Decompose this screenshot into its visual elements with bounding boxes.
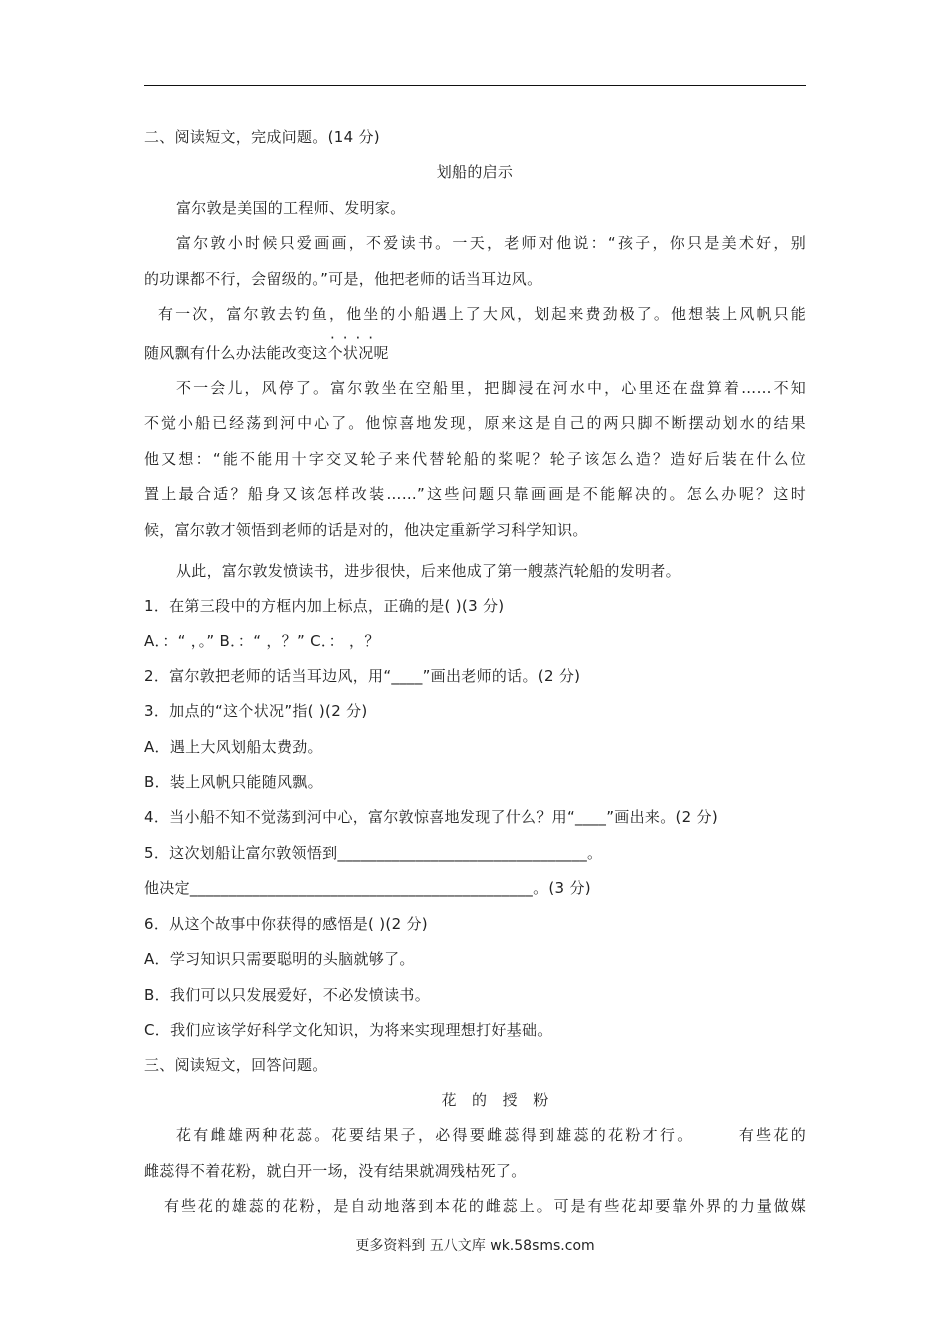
paragraph-line: 不觉小船已经荡到河中心了。他惊喜地发现，原来这是自己的两只脚不断摆动划水的结果	[144, 414, 806, 432]
question-4: 4．当小船不知不觉荡到河中心，富尔敦惊喜地发现了什么？用“____”画出来。(2 分)	[144, 808, 719, 826]
paragraph-line: 候，富尔敦才领悟到老师的话是对的，他决定重新学习科学知识。	[144, 521, 588, 539]
passage-title: 花 的 授 粉	[441, 1091, 549, 1109]
paragraph-line: 富尔敦是美国的工程师、发明家。	[176, 199, 406, 217]
passage-title: 划船的启示	[436, 163, 514, 181]
paragraph-line: 不一会儿，风停了。富尔敦坐在空船里，把脚浸在河水中，心里还在盘算着……不知	[176, 379, 806, 397]
question-6-option-c: C．我们应该学好科学文化知识，为将来实现理想打好基础。	[144, 1021, 553, 1039]
paragraph-line: 从此，富尔敦发愤读书，进步很快，后来他成了第一艘蒸汽轮船的发明者。	[176, 562, 681, 580]
paragraph-line: 雌蕊得不着花粉，就白开一场，没有结果就凋残枯死了。	[144, 1162, 527, 1180]
paragraph-line: 置上最合适？船身又该怎样改装……”这些问题只靠画画是不能解决的。怎么办呢？这时	[144, 485, 806, 503]
paragraph-line: 富尔敦小时候只爱画画，不爱读书。一天，老师对他说：“孩子，你只是美术好，别	[176, 234, 806, 252]
paragraph-line: 的功课都不行，会留级的。”可是，他把老师的话当耳边风。	[144, 270, 543, 288]
question-6-option-a: A．学习知识只需要聪明的头脑就够了。	[144, 950, 415, 968]
question-2: 2．富尔敦把老师的话当耳边风，用“____”画出老师的话。(2 分)	[144, 667, 581, 685]
question-5-continued: 他决定____________________________________________。(3 分)	[144, 879, 591, 897]
question-3-option-b: B．装上风帆只能随风飘。	[144, 773, 323, 791]
paragraph-line: 他又想：“能不能用十字交叉轮子来代替轮船的桨呢？轮子该怎么造？造好后装在什么位	[144, 450, 806, 468]
paragraph-line: 花有雌雄两种花蕊。花要结果子，必得要雌蕊得到雄蕊的花粉才行。 有些花的	[176, 1126, 806, 1144]
paragraph-line: 随风飘有什么办法能改变这个状况呢	[144, 344, 389, 362]
paragraph-line: 有一次，富尔敦去钓鱼，他坐的小船遇上了大风，划起来费劲极了。他想装上风帆只能	[158, 305, 806, 323]
paragraph-line: 有些花的雄蕊的花粉，是自动地落到本花的雌蕊上。可是有些花却要靠外界的力量做媒	[164, 1197, 806, 1215]
question-1-options: A．：“ ，。” B．：“ ，？” C．： ，？	[144, 632, 380, 650]
section-heading: 二、阅读短文，完成问题。(14 分)	[144, 128, 380, 146]
header-rule	[144, 85, 806, 86]
section-heading: 三、阅读短文，回答问题。	[144, 1056, 328, 1074]
question-3-option-a: A．遇上大风划船太费劲。	[144, 738, 323, 756]
question-5: 5．这次划船让富尔敦领悟到________________________________。	[144, 844, 603, 862]
question-3: 3．加点的“这个状况”指( )(2 分)	[144, 702, 368, 720]
question-6: 6．从这个故事中你获得的感悟是( )(2 分)	[144, 915, 428, 933]
question-6-option-b: B．我们可以只发展爱好，不必发愤读书。	[144, 986, 430, 1004]
question-1: 1．在第三段中的方框内加上标点，正确的是( )(3 分)	[144, 597, 505, 615]
footer-note: 更多资料到 五八文库 wk.58sms.com	[355, 1238, 595, 1254]
emphasis-dots: ····	[330, 329, 382, 347]
